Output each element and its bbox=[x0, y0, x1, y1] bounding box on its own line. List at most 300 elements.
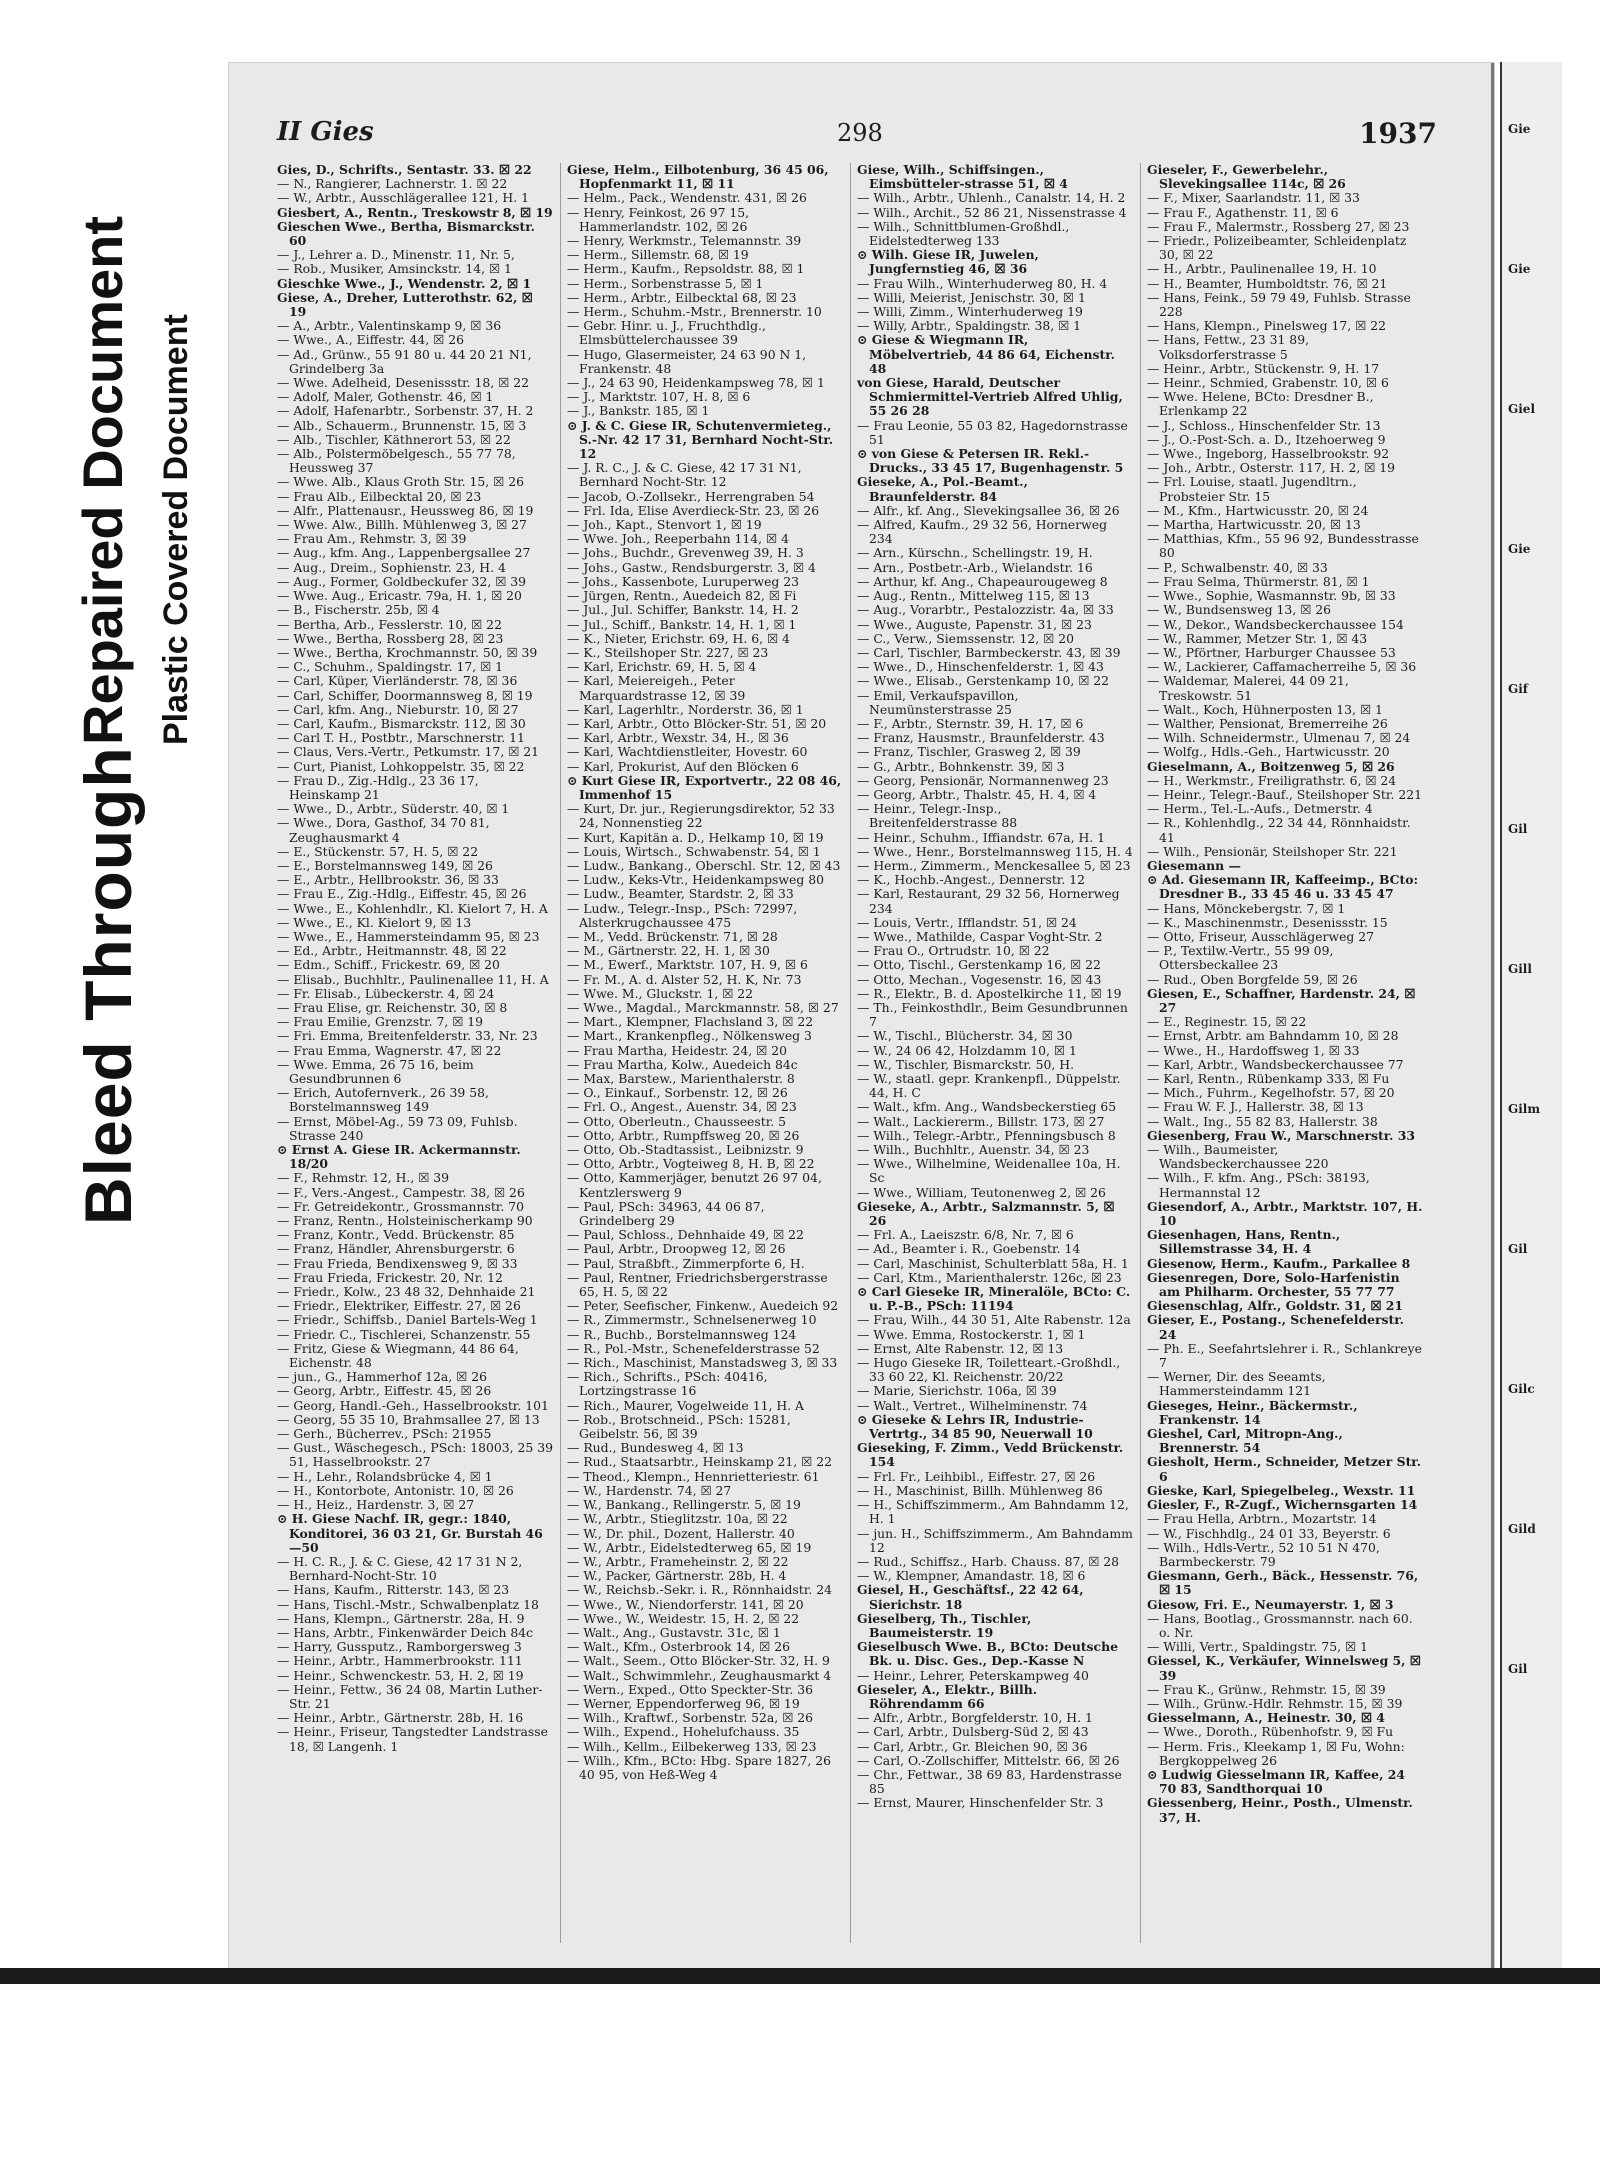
directory-entry: — Jul., Jul. Schiffer, Bankstr. 14, H. 2 bbox=[567, 602, 799, 618]
directory-entry: Gieselberg, Th., Tischler, Baumeisterstr. 19 bbox=[857, 1610, 1032, 1640]
directory-entry: — Walt., kfm. Ang., Wandsbeckerstieg 65 bbox=[857, 1099, 1117, 1115]
directory-entry: — J., Lehrer a. D., Minenstr. 11, Nr. 5, bbox=[277, 247, 515, 263]
directory-entry: — Frau Hella, Arbtrn., Mozartstr. 14 bbox=[1147, 1511, 1377, 1527]
directory-entry: Gieshel, Carl, Mitropn-Ang., Brennerstr. 54 bbox=[1147, 1426, 1343, 1456]
directory-entry: — Paul, Arbtr., Droopweg 12, ☒ 26 bbox=[567, 1241, 786, 1257]
directory-entry: — Heinr., Telegr.-Insp., Breitenfelderstrasse 88 bbox=[857, 801, 1018, 831]
directory-entry: — Willy, Arbtr., Spaldingstr. 38, ☒ 1 bbox=[857, 318, 1082, 334]
directory-entry: — Herm., Kaufm., Repsoldstr. 88, ☒ 1 bbox=[567, 261, 805, 277]
directory-entry: — Wilh., Schnittblumen-Großhdl., Eidelstedterweg 133 bbox=[857, 218, 1070, 249]
directory-entry: — Joh., Arbtr., Osterstr. 117, H. 2, ☒ 19 bbox=[1147, 460, 1396, 476]
directory-entry: — K., Maschinenmstr., Desenissstr. 15 bbox=[1147, 914, 1388, 930]
directory-entry: — Jürgen, Rentn., Auedeich 82, ☒ Fi bbox=[567, 588, 797, 604]
directory-entry: — F., Mixer, Saarlandstr. 11, ☒ 33 bbox=[1147, 190, 1360, 206]
directory-entry: — Walther, Pensionat, Bremerreihe 26 bbox=[1147, 715, 1388, 731]
directory-entry: — Alb., Schauerm., Brunnenstr. 15, ☒ 3 bbox=[277, 417, 527, 433]
directory-entry: — Franz, Tischler, Grasweg 2, ☒ 39 bbox=[857, 744, 1081, 760]
directory-entry: — Karl, Meiereigeh., Peter Marquardstrasse 12, ☒ 39 bbox=[567, 673, 746, 703]
directory-entry: — Wwe. Aug., Ericastr. 79a, H. 1, ☒ 20 bbox=[277, 588, 522, 604]
directory-entry: Giesenberg, Frau W., Marschnerstr. 33 bbox=[1147, 1127, 1415, 1143]
directory-entry: — Wwe. Alw., Billh. Mühlenweg 3, ☒ 27 bbox=[277, 517, 527, 533]
directory-entry: — Frl. Fr., Leihbibl., Eiffestr. 27, ☒ 26 bbox=[857, 1468, 1096, 1484]
directory-entry: — Frau Frieda, Frickestr. 20, Nr. 12 bbox=[277, 1269, 503, 1285]
directory-entry: ⊙ Ad. Giesemann IR, Kaffeeimp., BCto: Dresdner B., 33 45 46 u. 33 45 47 bbox=[1147, 872, 1419, 902]
directory-entry: — Otto, Oberleutn., Chausseestr. 5 bbox=[567, 1113, 787, 1129]
directory-entry: — Wwe. Adelheid, Desenissstr. 18, ☒ 22 bbox=[277, 375, 529, 391]
directory-entry: — Emil, Verkaufspavillon, Neumünsterstrasse 25 bbox=[857, 687, 1019, 717]
directory-entry: — Wwe. Alb., Klaus Groth Str. 15, ☒ 26 bbox=[277, 474, 524, 490]
directory-entry: Giesmann, Gerh., Bäck., Hessenstr. 76, ☒ 15 bbox=[1147, 1568, 1419, 1598]
directory-entry: — Paul, Schloss., Dehnhaide 49, ☒ 22 bbox=[567, 1227, 804, 1243]
directory-entry: — Frl. A., Laeiszstr. 6/8, Nr. 7, ☒ 6 bbox=[857, 1227, 1074, 1243]
directory-entry: — Frau O., Ortrudstr. 10, ☒ 22 bbox=[857, 943, 1050, 959]
directory-entry: — Gebr. Hinr. u. J., Fruchthdlg., Elmsbüttelerchaussee 39 bbox=[567, 318, 766, 348]
directory-entry: — Wilh., Baumeister, Wandsbeckerchaussee 220 bbox=[1147, 1142, 1329, 1172]
directory-entry: — Wilh., Archit., 52 86 21, Nissenstrasse 4 bbox=[857, 204, 1127, 220]
directory-entry: — C., Schuhm., Spaldingstr. 17, ☒ 1 bbox=[277, 659, 504, 675]
directory-entry: — Helm., Pack., Wendenstr. 431, ☒ 26 bbox=[567, 190, 807, 206]
directory-entry: Giesenow, Herm., Kaufm., Parkallee 8 bbox=[1147, 1255, 1411, 1271]
directory-entry: — H., Maschinist, Billh. Mühlenweg 86 bbox=[857, 1482, 1103, 1498]
directory-entry: — W., Packer, Gärtnerstr. 28b, H. 4 bbox=[567, 1568, 787, 1584]
directory-entry: — E., Stückenstr. 57, H. 5, ☒ 22 bbox=[277, 843, 479, 859]
directory-entry: — Willi, Vertr., Spaldingstr. 75, ☒ 1 bbox=[1147, 1639, 1368, 1655]
directory-entry: — Hans, Fettw., 23 31 89, Volksdorferstrasse 5 bbox=[1147, 332, 1310, 362]
directory-entry: — Fri. Emma, Breitenfelderstr. 33, Nr. 23 bbox=[277, 1028, 538, 1044]
directory-entry: — Wwe. M., Gluckstr. 1, ☒ 22 bbox=[567, 985, 754, 1001]
directory-entry: — Frau F., Agathenstr. 11, ☒ 6 bbox=[1147, 204, 1339, 220]
directory-entry: — Paul, Rentner, Friedrichsbergerstrasse 65, H. 5, ☒ 22 bbox=[567, 1269, 828, 1300]
directory-entry: — Aug., Former, Goldbeckufer 32, ☒ 39 bbox=[277, 573, 527, 589]
directory-entry: — Matthias, Kfm., 55 96 92, Bundesstrasse 80 bbox=[1147, 531, 1419, 561]
directory-entry: — H., Beamter, Humboldtstr. 76, ☒ 21 bbox=[1147, 275, 1388, 291]
directory-entry: — Herm., Schuhm.-Mstr., Brennerstr. 10 bbox=[567, 304, 822, 320]
directory-entry: — Elisab., Buchhltr., Paulinenallee 11, H. A bbox=[277, 971, 549, 987]
directory-entry: ⊙ J. & C. Giese IR, Schutenvermieteg., S.-Nr. 42 17 31, Bernhard Nocht-Str. 12 bbox=[567, 417, 834, 462]
next-page-fragment: Gild bbox=[1508, 1522, 1536, 1536]
directory-entry: — Walt., Vertret., Wilhelminenstr. 74 bbox=[857, 1397, 1088, 1413]
directory-entry: — Ad., Grünw., 55 91 80 u. 44 20 21 N1, Grindelberg 3a bbox=[277, 346, 532, 376]
directory-entry: — R., Kohlenhdlg., 22 34 44, Rönnhaidstr. 41 bbox=[1147, 815, 1411, 845]
directory-entry: — Frau Frieda, Bendixensweg 9, ☒ 33 bbox=[277, 1255, 518, 1271]
directory-entry: — Otto, Mechan., Vogesenstr. 16, ☒ 43 bbox=[857, 971, 1102, 987]
directory-entry: — R., Pol.-Mstr., Schenefelderstrasse 52 bbox=[567, 1340, 820, 1356]
directory-entry: — Karl, Restaurant, 29 32 56, Hornerweg 234 bbox=[857, 886, 1120, 916]
column-divider bbox=[850, 163, 851, 1943]
directory-entry: — Rich., Maurer, Vogelweide 11, H. A bbox=[567, 1397, 804, 1413]
directory-entry: ⊙ Gieseke & Lehrs IR, Industrie-Vertrtg., 34 85 90, Neuerwall 10 bbox=[857, 1411, 1093, 1442]
directory-entry: — Bertha, Arb., Fesslerstr. 10, ☒ 22 bbox=[277, 616, 502, 632]
directory-entry: — Mart., Krankenpfleg., Nölkensweg 3 bbox=[567, 1028, 812, 1044]
directory-entry: — W., staatl. gepr. Krankenpfl., Düppelstr. 44, H. C bbox=[857, 1071, 1121, 1101]
directory-entry: — Wwe., D., Arbtr., Süderstr. 40, ☒ 1 bbox=[277, 801, 510, 817]
directory-entry: ⊙ Giese & Wiegmann IR, Möbelvertrieb, 44 86 64, Eichenstr. 48 bbox=[857, 332, 1115, 376]
next-page-fragment: Gie bbox=[1508, 262, 1531, 276]
directory-entry: — M., Gärtnerstr. 22, H. 1, ☒ 30 bbox=[567, 943, 770, 959]
directory-entry: — Rud., Bundesweg 4, ☒ 13 bbox=[567, 1440, 744, 1456]
directory-entry: — Wwe., Ingeborg, Hasselbrookstr. 92 bbox=[1147, 446, 1390, 462]
directory-entry: — Wwe., William, Teutonenweg 2, ☒ 26 bbox=[857, 1184, 1106, 1200]
next-page-fragment: Gie bbox=[1508, 122, 1531, 136]
directory-entry: — Wilh., Pensionär, Steilshoper Str. 221 bbox=[1147, 843, 1398, 859]
directory-entry: — Wolfg., Hdls.-Geh., Hartwicusstr. 20 bbox=[1147, 744, 1390, 760]
directory-entry: — Rud., Schiffsz., Harb. Chauss. 87, ☒ 28 bbox=[857, 1553, 1120, 1569]
directory-entry: — Hugo Gieseke IR, Toiletteart.-Großhdl., 33 60 22, Kl. Reichenstr. 20/22 bbox=[857, 1355, 1121, 1385]
directory-entry: — Frau Emilie, Grenzstr. 7, ☒ 19 bbox=[277, 1014, 484, 1030]
directory-entry: — Wilh., Buchhltr., Auenstr. 34, ☒ 23 bbox=[857, 1142, 1090, 1158]
next-page-fragment: Gil bbox=[1508, 1662, 1528, 1676]
directory-entry: — Wwe., E., Kohlenhdlr., Kl. Kielort 7, H. A bbox=[277, 900, 548, 916]
directory-entry: — Fr. Getreidekontr., Grossmannstr. 70 bbox=[277, 1198, 524, 1214]
directory-entry: Giesow, Fri. E., Neumayerstr. 1, ☒ 3 bbox=[1147, 1596, 1394, 1612]
directory-entry: Gieseking, F. Zimm., Vedd Brückenstr. 154 bbox=[857, 1440, 1124, 1470]
directory-entry: — jun., G., Hammerhof 12a, ☒ 26 bbox=[277, 1369, 487, 1385]
directory-entry: — P., Textilw.-Vertr., 55 99 09, Ottersbeckallee 23 bbox=[1147, 943, 1334, 973]
directory-entry: Giesler, F., R-Zugf., Wichernsgarten 14 bbox=[1147, 1497, 1418, 1513]
directory-entry: Gieselbusch Wwe. B., BCto: Deutsche Bk. u. Disc. Ges., Dep.-Kasse N bbox=[857, 1639, 1118, 1669]
directory-entry: — Rob., Musiker, Amsinckstr. 14, ☒ 1 bbox=[277, 261, 512, 277]
directory-entry: — Edm., Schiff., Frickestr. 69, ☒ 20 bbox=[277, 957, 500, 973]
directory-entry: — Friedr., Schiffsb., Daniel Bartels-Weg 1 bbox=[277, 1312, 538, 1328]
directory-entry: — Aug., Vorarbtr., Pestalozzistr. 4a, ☒ 33 bbox=[857, 602, 1114, 618]
directory-entry: — Friedr. C., Tischlerei, Schanzenstr. 55 bbox=[277, 1326, 531, 1342]
directory-entry: Gieseke, A., Pol.-Beamt., Braunfelderstr. 84 bbox=[857, 474, 1028, 504]
directory-entry: — Otto, Friseur, Ausschlägerweg 27 bbox=[1147, 928, 1375, 944]
directory-entry: — Friedr., Kolw., 23 48 32, Dehnhaide 21 bbox=[277, 1284, 536, 1300]
directory-entry: — Franz, Händler, Ahrensburgerstr. 6 bbox=[277, 1241, 515, 1257]
directory-entry: — Wilh., Telegr.-Arbtr., Pfenningsbusch 8 bbox=[857, 1127, 1116, 1143]
directory-entry: — Ad., Beamter i. R., Goebenstr. 14 bbox=[857, 1241, 1081, 1257]
directory-entry: — Fritz, Giese & Wiegmann, 44 86 64, Eichenstr. 48 bbox=[277, 1340, 519, 1371]
bleed-through-label: Bleed Through bbox=[71, 746, 145, 1225]
directory-entry: — W., 24 06 42, Holzdamm 10, ☒ 1 bbox=[857, 1042, 1077, 1058]
directory-entry: — Karl, Wachtdienstleiter, Hovestr. 60 bbox=[567, 744, 808, 760]
edition-year: 1937 bbox=[1359, 117, 1437, 150]
directory-entry: — Wwe., Henr., Borstelmannsweg 115, H. 4 bbox=[857, 843, 1133, 859]
directory-entry: Gieske, Karl, Spiegelbeleg., Wexstr. 11 bbox=[1147, 1482, 1416, 1498]
directory-entry: — W., Klempner, Amandastr. 18, ☒ 6 bbox=[857, 1568, 1086, 1584]
directory-entry: — Frau Selma, Thürmerstr. 81, ☒ 1 bbox=[1147, 573, 1370, 589]
directory-entry: — Aug., Rentn., Mittelweg 115, ☒ 13 bbox=[857, 588, 1090, 604]
directory-entry: — Werner, Dir. des Seeamts, Hammersteindamm 121 bbox=[1147, 1369, 1326, 1399]
directory-entry: — Georg, Arbtr., Thalstr. 45, H. 4, ☒ 4 bbox=[857, 786, 1097, 802]
directory-columns bbox=[277, 163, 1437, 1943]
directory-entry: — K., Nieter, Erichstr. 69, H. 6, ☒ 4 bbox=[567, 630, 790, 646]
directory-entry: — O., Einkauf., Sorbenstr. 12, ☒ 26 bbox=[567, 1085, 788, 1101]
directory-entry: — Ph. E., Seefahrtslehrer i. R., Schlankreye 7 bbox=[1147, 1340, 1422, 1371]
next-page-fragment: Gil bbox=[1508, 1242, 1528, 1256]
directory-entry: — Georg, Arbtr., Eiffestr. 45, ☒ 26 bbox=[277, 1383, 492, 1399]
directory-entry: — Hans, Tischl.-Mstr., Schwalbenplatz 18 bbox=[277, 1596, 539, 1612]
directory-entry: — W., Reichsb.-Sekr. i. R., Rönnhaidstr. 24 bbox=[567, 1582, 832, 1598]
directory-entry: — Frau Martha, Heidestr. 24, ☒ 20 bbox=[567, 1042, 787, 1058]
directory-entry: — W., Tischler, Bismarckstr. 50, H. bbox=[857, 1056, 1075, 1072]
directory-entry: — Max, Barstew., Marienthalerstr. 8 bbox=[567, 1071, 795, 1086]
directory-entry: — Theod., Klempn., Hennrietteriestr. 61 bbox=[567, 1468, 820, 1484]
directory-entry: ⊙ Wilh. Giese IR, Juwelen, Jungfernstieg 46, ☒ 36 bbox=[857, 247, 1039, 277]
directory-entry: — J., Bankstr. 185, ☒ 1 bbox=[567, 403, 710, 419]
directory-entry: Giessenberg, Heinr., Posth., Ulmenstr. 37, H. bbox=[1147, 1795, 1413, 1825]
directory-entry: — Frau Am., Rehmstr. 3, ☒ 39 bbox=[277, 531, 467, 547]
directory-entry: — H., Heiz., Hardenstr. 3, ☒ 27 bbox=[277, 1497, 475, 1513]
directory-entry: ⊙ von Giese & Petersen IR. Rekl.-Drucks., 33 45 17, Bugenhagenstr. 5 bbox=[857, 446, 1124, 476]
section-title: II Gies bbox=[277, 117, 374, 147]
directory-entry: — Georg, Handl.-Geh., Hasselbrookstr. 101 bbox=[277, 1397, 549, 1413]
directory-entry: — Frau Emma, Wagnerstr. 47, ☒ 22 bbox=[277, 1042, 502, 1058]
directory-entry: — Rich., Maschinist, Manstadsweg 3, ☒ 33 bbox=[567, 1355, 838, 1371]
directory-entry: — Aug., kfm. Ang., Lappenbergsallee 27 bbox=[277, 545, 531, 561]
directory-entry: — Paul, Straßbft., Zimmerpforte 6, H. bbox=[567, 1255, 805, 1271]
directory-entry: — Frl. O., Angest., Auenstr. 34, ☒ 23 bbox=[567, 1099, 797, 1115]
directory-entry: — Heinr., Schmied, Grabenstr. 10, ☒ 6 bbox=[1147, 375, 1389, 391]
directory-entry: — Peter, Seefischer, Finkenw., Auedeich 92 bbox=[567, 1298, 839, 1314]
directory-entry: — Carl T. H., Postbtr., Marschnerstr. 11 bbox=[277, 730, 525, 746]
next-page-fragment: Gil bbox=[1508, 822, 1528, 836]
directory-entry: — Karl, Arbtr., Wandsbeckerchaussee 77 bbox=[1147, 1056, 1404, 1072]
directory-entry: — Ludw., Keks-Vtr., Heidenkampsweg 80 bbox=[567, 872, 824, 888]
directory-entry: — Willi, Meierist, Jenischstr. 30, ☒ 1 bbox=[857, 289, 1086, 305]
directory-entry: — Heinr., Lehrer, Peterskampweg 40 bbox=[857, 1667, 1089, 1683]
directory-entry: — Wwe., H., Hardoffsweg 1, ☒ 33 bbox=[1147, 1042, 1360, 1058]
directory-entry: — Jacob, O.-Zollsekr., Herrengraben 54 bbox=[567, 488, 815, 504]
directory-entry: — Wern., Exped., Otto Speckter-Str. 36 bbox=[567, 1681, 813, 1697]
directory-entry: — Frau Martha, Kolw., Auedeich 84c bbox=[567, 1056, 798, 1072]
directory-entry: — Georg, 55 35 10, Brahmsallee 27, ☒ 13 bbox=[277, 1411, 540, 1427]
directory-entry: Gieseges, Heinr., Bäckermstr., Frankenstr. 14 bbox=[1147, 1397, 1358, 1427]
directory-entry: — Wwe. Joh., Reeperbahn 114, ☒ 4 bbox=[567, 531, 789, 547]
directory-entry: — Karl, Erichstr. 69, H. 5, ☒ 4 bbox=[567, 659, 757, 675]
directory-entry: — Wwe., D., Hinschenfelderstr. 1, ☒ 43 bbox=[857, 659, 1104, 675]
directory-entry: — Carl, Küper, Vierländerstr. 78, ☒ 36 bbox=[277, 673, 518, 689]
directory-entry: — Frau Leonie, 55 03 82, Hagedornstrasse 51 bbox=[857, 417, 1128, 447]
directory-entry: — Frau W. F. J., Hallerstr. 38, ☒ 13 bbox=[1147, 1099, 1364, 1115]
scanner-bottom-edge bbox=[0, 1968, 1600, 1984]
directory-entry: — Otto, Ob.-Stadtassist., Leibnizstr. 9 bbox=[567, 1142, 804, 1158]
directory-entry: — Wilh., Kfm., BCto: Hbg. Spare 1827, 26 40 95, von Heß-Weg 4 bbox=[567, 1752, 832, 1782]
directory-entry: — Wwe., Auguste, Papenstr. 31, ☒ 23 bbox=[857, 616, 1092, 632]
directory-entry: — Heinr., Friseur, Tangstedter Landstrasse 18, ☒ Langenh. 1 bbox=[277, 1724, 548, 1754]
directory-entry: — Alfr., kf. Ang., Slevekingsallee 36, ☒ 26 bbox=[857, 502, 1120, 518]
directory-entry: — Alb., Tischler, Käthnerort 53, ☒ 22 bbox=[277, 431, 511, 447]
directory-entry: — Karl, Prokurist, Auf den Blöcken 6 bbox=[567, 758, 799, 774]
directory-entry: — Frl. Ida, Elise Averdieck-Str. 23, ☒ 26 bbox=[567, 502, 820, 518]
directory-entry: — Heinr., Arbtr., Gärtnerstr. 28b, H. 16 bbox=[277, 1710, 524, 1726]
directory-entry: — Heinr., Arbtr., Hammerbrookstr. 111 bbox=[277, 1653, 523, 1669]
directory-entry: — Wwe. Emma, 26 75 16, beim Gesundbrunnen 6 bbox=[277, 1056, 474, 1086]
directory-entry: — Kurt, Kapitän a. D., Helkamp 10, ☒ 19 bbox=[567, 829, 824, 845]
directory-entry: — Wwe., Doroth., Rübenhofstr. 9, ☒ Fu bbox=[1147, 1724, 1394, 1740]
directory-entry: — W., Arbtr., Stieglitzstr. 10a, ☒ 22 bbox=[567, 1511, 788, 1527]
directory-entry: — Mich., Fuhrm., Kegelhofstr. 57, ☒ 20 bbox=[1147, 1085, 1395, 1101]
directory-entry: — Walt., Schwimmlehr., Zeughausmarkt 4 bbox=[567, 1667, 832, 1683]
directory-entry: — Walt., Lackiererm., Billstr. 173, ☒ 27 bbox=[857, 1113, 1105, 1129]
column-1 bbox=[277, 163, 553, 1943]
directory-entry: — Alfred, Kaufm., 29 32 56, Hornerweg 234 bbox=[857, 517, 1108, 547]
directory-entry: — Wwe., W., Niendorferstr. 141, ☒ 20 bbox=[567, 1596, 804, 1612]
directory-entry: — K., Hochb.-Angest., Dennerstr. 12 bbox=[857, 872, 1086, 888]
directory-entry: — Ernst, Alte Rabenstr. 12, ☒ 13 bbox=[857, 1340, 1064, 1356]
directory-entry: — Wilh., Kellm., Eilbekerweg 133, ☒ 23 bbox=[567, 1738, 817, 1754]
directory-entry: — Carl, Ktm., Marienthalerstr. 126c, ☒ 23 bbox=[857, 1269, 1122, 1285]
directory-entry: — Th., Feinkosthdlr., Beim Gesundbrunnen 7 bbox=[857, 999, 1128, 1030]
directory-entry: — jun. H., Schiffszimmerm., Am Bahndamm 12 bbox=[857, 1525, 1133, 1555]
page-number: 298 bbox=[837, 119, 883, 147]
directory-entry: — Wwe., Magdal., Marckmannstr. 58, ☒ 27 bbox=[567, 999, 839, 1015]
directory-entry: — Alfr., Plattenausr., Heussweg 86, ☒ 19 bbox=[277, 502, 534, 518]
directory-entry: — Wwe., W., Weidestr. 15, H. 2, ☒ 22 bbox=[567, 1610, 800, 1626]
directory-entry: — Willi, Zimm., Winterhuderweg 19 bbox=[857, 304, 1083, 320]
directory-entry: — K., Steilshoper Str. 227, ☒ 23 bbox=[567, 644, 769, 660]
directory-entry: — F., Vers.-Angest., Campestr. 38, ☒ 26 bbox=[277, 1184, 525, 1200]
directory-entry: — Gust., Wäschegesch., PSch: 18003, 25 39 51, Hasselbrookstr. 27 bbox=[277, 1440, 553, 1470]
directory-entry: — Karl, Rentn., Rübenkamp 333, ☒ Fu bbox=[1147, 1071, 1390, 1086]
directory-entry: — Ernst, Arbtr. am Bahndamm 10, ☒ 28 bbox=[1147, 1028, 1399, 1044]
directory-entry: — Walt., Ing., 55 82 83, Hallerstr. 38 bbox=[1147, 1113, 1378, 1129]
directory-entry: — Walt., Kfm., Osterbrook 14, ☒ 26 bbox=[567, 1639, 790, 1655]
directory-entry: — Wilh., Kraftwf., Sorbenstr. 52a, ☒ 26 bbox=[567, 1710, 814, 1726]
scanner-annotation-strip bbox=[0, 0, 230, 2177]
directory-entry: — Franz, Hausmstr., Braunfelderstr. 43 bbox=[857, 730, 1105, 746]
directory-entry: — Adolf, Maler, Gothenstr. 46, ☒ 1 bbox=[277, 389, 494, 405]
directory-entry: — Frl. Louise, staatl. Jugendltrn., Probsteier Str. 15 bbox=[1147, 474, 1357, 504]
directory-entry: — Louis, Vertr., Ifflandstr. 51, ☒ 24 bbox=[857, 914, 1077, 930]
directory-entry: — Frau E., Zig.-Hdlg., Eiffestr. 45, ☒ 26 bbox=[277, 886, 527, 902]
directory-entry: Giesemann — bbox=[1147, 857, 1241, 873]
directory-entry: Giesenregen, Dore, Solo-Harfenistin am Philharm. Orchester, 55 77 77 bbox=[1147, 1269, 1400, 1300]
plastic-covered-label: Plastic Covered Document bbox=[157, 314, 195, 745]
directory-entry: — H., Kontorbote, Antonistr. 10, ☒ 26 bbox=[277, 1482, 514, 1498]
directory-entry: — Heinr., Schuhm., Iffiandstr. 67a, H. 1 bbox=[857, 829, 1106, 845]
directory-entry: — B., Fischerstr. 25b, ☒ 4 bbox=[277, 602, 440, 618]
directory-entry: — W., Fischhdlg., 24 01 33, Beyerstr. 6 bbox=[1147, 1525, 1391, 1541]
directory-entry: — Wilh. Schneidermstr., Ulmenau 7, ☒ 24 bbox=[1147, 730, 1411, 746]
directory-entry: — Hans, Feink., 59 79 49, Fuhlsb. Strasse 228 bbox=[1147, 289, 1411, 320]
column-divider bbox=[560, 163, 561, 1943]
directory-entry: — Fr. Elisab., Lübeckerstr. 4, ☒ 24 bbox=[277, 985, 495, 1001]
directory-entry: Giesendorf, A., Arbtr., Marktstr. 107, H. 10 bbox=[1147, 1198, 1423, 1229]
directory-entry: — Wilh., F. kfm. Ang., PSch: 38193, Hermannstal 12 bbox=[1147, 1170, 1370, 1200]
directory-entry: — Alfr., Arbtr., Borgfelderstr. 10, H. 1 bbox=[857, 1710, 1093, 1726]
directory-entry: — J., Marktstr. 107, H. 8, ☒ 6 bbox=[567, 389, 751, 405]
directory-entry: — Herm., Zimmerm., Menckesallee 5, ☒ 23 bbox=[857, 857, 1131, 873]
directory-entry: — H., Werkmstr., Freiligrathstr. 6, ☒ 24 bbox=[1147, 772, 1397, 788]
directory-entry: — R., Elektr., B. d. Apostelkirche 11, ☒ 19 bbox=[857, 985, 1122, 1001]
directory-entry: — Otto, Kammerjäger, benutzt 26 97 04, Kentzlerswerg 9 bbox=[567, 1170, 822, 1200]
directory-entry: Gieseler, A., Elektr., Billh. Röhrendamm 66 bbox=[857, 1681, 1038, 1711]
next-page-fragment: Giel bbox=[1508, 402, 1535, 416]
directory-entry: — Carl, Arbtr., Dulsberg-Süd 2, ☒ 43 bbox=[857, 1724, 1089, 1740]
directory-entry: — Heinr., Arbtr., Stückenstr. 9, H. 17 bbox=[1147, 360, 1380, 376]
directory-entry: — Rob., Brotschneid., PSch: 15281, Geibelstr. 56, ☒ 39 bbox=[567, 1411, 791, 1442]
directory-entry: — Wwe., E., Kl. Kielort 9, ☒ 13 bbox=[277, 914, 472, 930]
directory-entry: — Frau, Wilh., 44 30 51, Alte Rabenstr. 12a bbox=[857, 1312, 1131, 1328]
directory-entry: — Wilh., Expend., Hohelufchauss. 35 bbox=[567, 1724, 800, 1740]
directory-entry: — Wwe., Bertha, Rossberg 28, ☒ 23 bbox=[277, 630, 504, 646]
directory-entry: — Chr., Fettwar., 38 69 83, Hardenstrasse 85 bbox=[857, 1766, 1122, 1797]
directory-entry: — Georg, Pensionär, Normannenweg 23 bbox=[857, 772, 1109, 788]
directory-entry: — Wwe., E., Hammersteindamm 95, ☒ 23 bbox=[277, 928, 540, 944]
directory-entry: — E., Arbtr., Hellbrookstr. 36, ☒ 33 bbox=[277, 872, 499, 888]
directory-entry: Giese, Wilh., Schiffsingen., Eimsbütteler-strasse 51, ☒ 4 bbox=[857, 163, 1068, 192]
directory-entry: ⊙ Ludwig Giesselmann IR, Kaffee, 24 70 83, Sandthorquai 10 bbox=[1147, 1766, 1405, 1797]
directory-entry: — Kurt, Dr. jur., Regierungsdirektor, 52 33 24, Nonnenstieg 22 bbox=[567, 801, 835, 831]
directory-entry: — E., Borstelmannsweg 149, ☒ 26 bbox=[277, 857, 493, 873]
directory-entry: — Martha, Hartwicusstr. 20, ☒ 13 bbox=[1147, 517, 1361, 533]
directory-entry: Gieschen Wwe., Bertha, Bismarckstr. 60 bbox=[277, 218, 535, 249]
directory-entry: — Wwe., Dora, Gasthof, 34 70 81, Zeughausmarkt 4 bbox=[277, 815, 490, 845]
directory-entry: — Adolf, Hafenarbtr., Sorbenstr. 37, H. 2 bbox=[277, 403, 534, 419]
directory-entry: — Carl, kfm. Ang., Nieburstr. 10, ☒ 27 bbox=[277, 701, 519, 717]
directory-entry: — Fr. M., A. d. Alster 52, H. K, Nr. 73 bbox=[567, 971, 802, 987]
directory-entry: — Karl, Arbtr., Otto Blöcker-Str. 51, ☒ 20 bbox=[567, 715, 827, 731]
directory-entry: — C., Verw., Siemssenstr. 12, ☒ 20 bbox=[857, 630, 1074, 646]
directory-entry: — Frau K., Grünw., Rehmstr. 15, ☒ 39 bbox=[1147, 1681, 1386, 1697]
directory-entry: — W., Bundsensweg 13, ☒ 26 bbox=[1147, 602, 1332, 618]
directory-entry: — Frau F., Malermstr., Rossberg 27, ☒ 23 bbox=[1147, 218, 1410, 234]
directory-entry: Gieseler, F., Gewerbelehr., Slevekingsallee 114c, ☒ 26 bbox=[1147, 163, 1346, 192]
directory-entry: — W., Dr. phil., Dozent, Hallerstr. 40 bbox=[567, 1525, 795, 1541]
page-header bbox=[277, 111, 1437, 153]
directory-entry: — J., O.-Post-Sch. a. D., Itzehoerweg 9 bbox=[1147, 431, 1386, 447]
column-divider bbox=[1140, 163, 1141, 1943]
directory-entry: — Joh., Kapt., Stenvort 1, ☒ 19 bbox=[567, 517, 762, 533]
directory-entry: von Giese, Harald, Deutscher Schmiermittel-Vertrieb Alfred Uhlig, 55 26 28 bbox=[857, 375, 1123, 419]
directory-entry: — Friedr., Polizeibeamter, Schleidenplatz 30, ☒ 22 bbox=[1147, 233, 1407, 263]
directory-entry: Gieselmann, A., Boitzenweg 5, ☒ 26 bbox=[1147, 758, 1395, 774]
directory-entry: — Frau D., Zig.-Hdlg., 23 36 17, Heinskamp 21 bbox=[277, 772, 479, 802]
directory-entry: — Wwe., A., Eiffestr. 44, ☒ 26 bbox=[277, 332, 464, 348]
directory-entry: ⊙ Carl Gieseke IR, Mineralöle, BCto: C. u. P.-B., PSch: 11194 bbox=[857, 1284, 1131, 1314]
directory-entry: — Werner, Eppendorferweg 96, ☒ 19 bbox=[567, 1695, 800, 1711]
directory-entry: — Wilh., Grünw.-Hdlr. Rehmstr. 15, ☒ 39 bbox=[1147, 1695, 1403, 1711]
directory-entry: — H., Lehr., Rolandsbrücke 4, ☒ 1 bbox=[277, 1468, 493, 1484]
directory-page bbox=[228, 62, 1495, 1974]
directory-entry: Giese, Helm., Eilbotenburg, 36 45 06, Hopfenmarkt 11, ☒ 11 bbox=[567, 163, 829, 192]
next-page-sliver bbox=[1500, 62, 1562, 1972]
directory-entry: — Alb., Polstermöbelgesch., 55 77 78, Heussweg 37 bbox=[277, 446, 516, 476]
directory-entry: — W., Arbtr., Eidelstedterweg 65, ☒ 19 bbox=[567, 1539, 812, 1555]
directory-entry: — Wwe., Sophie, Wasmannstr. 9b, ☒ 33 bbox=[1147, 588, 1396, 604]
repaired-document-label: Repaired Document bbox=[71, 216, 134, 745]
directory-entry: — H., Arbtr., Paulinenallee 19, H. 10 bbox=[1147, 261, 1377, 277]
directory-entry: — F., Rehmstr. 12, H., ☒ 39 bbox=[277, 1170, 450, 1186]
directory-entry: — Louis, Wirtsch., Schwabenstr. 54, ☒ 1 bbox=[567, 843, 821, 859]
directory-entry: — R., Buchb., Borstelmannsweg 124 bbox=[567, 1326, 797, 1342]
directory-entry: — Carl, Maschinist, Schulterblatt 58a, H. 1 bbox=[857, 1255, 1129, 1271]
directory-entry: — Herm. Fris., Kleekamp 1, ☒ Fu, Wohn: Bergkoppelweg 26 bbox=[1147, 1738, 1405, 1768]
directory-entry: — Hans, Bootlag., Grossmannstr. nach 60. o. Nr. bbox=[1147, 1610, 1413, 1640]
directory-entry: — Frau Elise, gr. Reichenstr. 30, ☒ 8 bbox=[277, 999, 508, 1015]
directory-entry: Giesselmann, A., Heinestr. 30, ☒ 4 bbox=[1147, 1710, 1385, 1726]
directory-entry: — Hugo, Glasermeister, 24 63 90 N 1, Frankenstr. 48 bbox=[567, 346, 807, 376]
directory-entry: — Marie, Sierichstr. 106a, ☒ 39 bbox=[857, 1383, 1057, 1399]
directory-entry: — Walt., Koch, Hühnerposten 13, ☒ 1 bbox=[1147, 701, 1383, 717]
directory-entry: — Franz, Rentn., Holsteinischerkamp 90 bbox=[277, 1213, 533, 1229]
directory-entry: — F., Arbtr., Sternstr. 39, H. 17, ☒ 6 bbox=[857, 715, 1084, 731]
column-3 bbox=[857, 163, 1133, 1943]
directory-entry: — H. C. R., J. & C. Giese, 42 17 31 N 2, Bernhard-Nocht-Str. 10 bbox=[277, 1553, 523, 1584]
directory-entry: — Ernst, Maurer, Hinschenfelder Str. 3 bbox=[857, 1795, 1104, 1811]
directory-entry: — Wilh., Arbtr., Uhlenh., Canalstr. 14, H. 2 bbox=[857, 190, 1126, 206]
directory-entry: — Arthur, kf. Ang., Chapeaurougeweg 8 bbox=[857, 573, 1108, 589]
directory-entry: — M., Kfm., Hartwicusstr. 20, ☒ 24 bbox=[1147, 502, 1369, 518]
directory-entry: — E., Reginestr. 15, ☒ 22 bbox=[1147, 1014, 1307, 1030]
directory-entry: — Frau Alb., Eilbecktal 20, ☒ 23 bbox=[277, 488, 482, 504]
directory-entry: — Johs., Kassenbote, Luruperweg 23 bbox=[567, 573, 800, 589]
directory-entry: — Hans, Klempn., Gärtnerstr. 28a, H. 9 bbox=[277, 1610, 525, 1626]
directory-entry: Gieschke Wwe., J., Wendenstr. 2, ☒ 1 bbox=[277, 275, 532, 291]
directory-entry: — Ludw., Beamter, Stardstr. 2, ☒ 33 bbox=[567, 886, 794, 902]
